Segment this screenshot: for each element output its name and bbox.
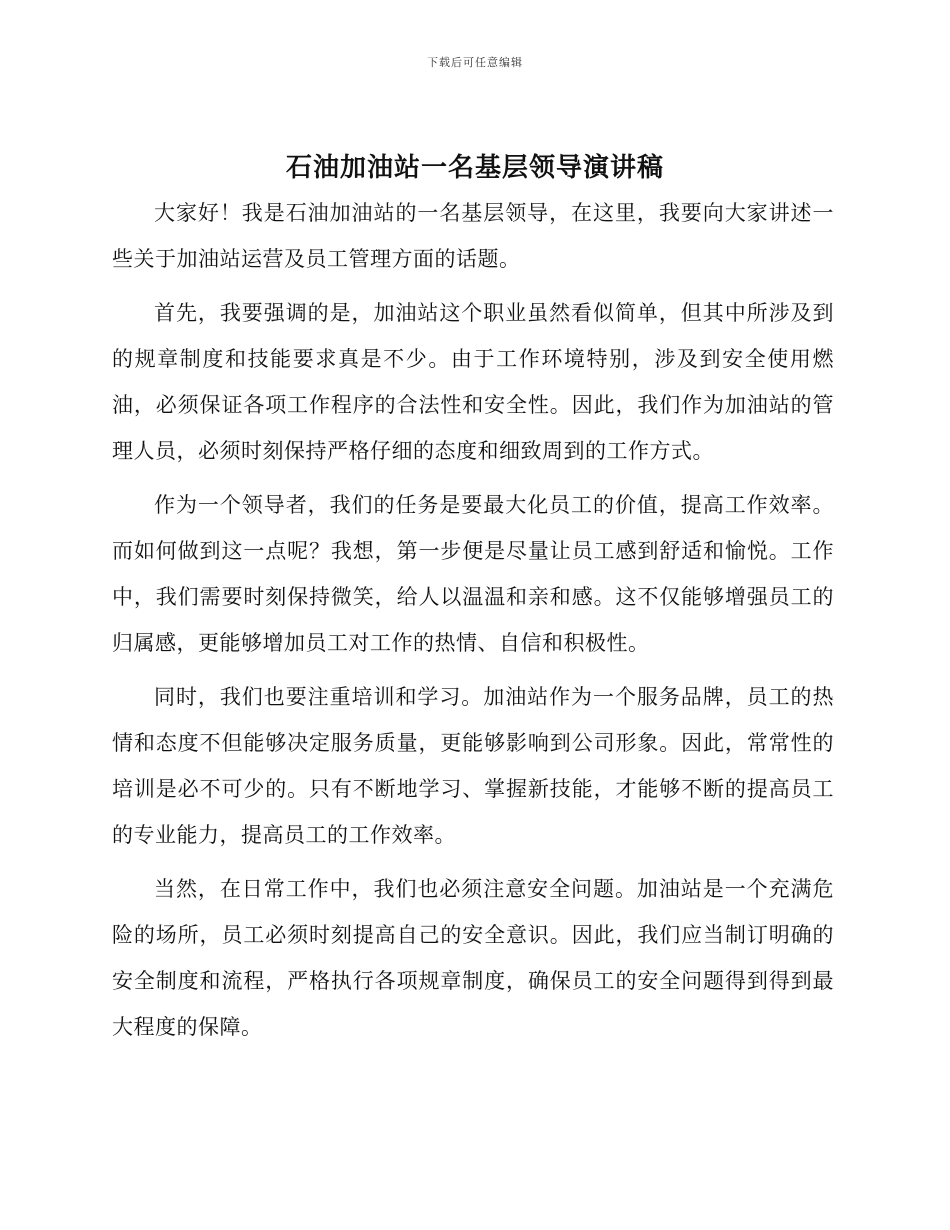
- paragraph-4: 同时，我们也要注重培训和学习。加油站作为一个服务品牌，员工的热情和态度不但能够决定服务质量，更能够影响到公司形象。因此，常常性的培训是必不可少的。只有不断地学习、掌握新技能，才能够不断的提高员工的专业能力，提高员工的工作效率。: [112, 685, 834, 847]
- header-note: 下载后可任意编辑: [427, 56, 523, 69]
- paragraph-3: 作为一个领导者，我们的任务是要最大化员工的价值，提高工作效率。而如何做到这一点呢？我想，第一步便是尽量让员工感到舒适和愉悦。工作中，我们需要时刻保持微笑，给人以温温和亲和感。这不仅能够增强员工的归属感，更能够增加员工对工作的热情、自信和积极性。: [112, 493, 834, 655]
- paragraph-2: 首先，我要强调的是，加油站这个职业虽然看似简单，但其中所涉及到的规章制度和技能要求真是不少。由于工作环境特别，涉及到安全使用燃油，必须保证各项工作程序的合法性和安全性。因此，我们作为加油站的管理人员，必须时刻保持严格仔细的态度和细致周到的工作方式。: [112, 301, 834, 463]
- paragraph-1: 大家好！我是石油加油站的一名基层领导，在这里，我要向大家讲述一些关于加油站运营及员工管理方面的话题。: [112, 201, 834, 271]
- paragraph-5: 当然，在日常工作中，我们也必须注意安全问题。加油站是一个充满危险的场所，员工必须时刻提高自己的安全意识。因此，我们应当制订明确的安全制度和流程，严格执行各项规章制度，确保员工的安全问题得到得到最大程度的保障。: [112, 877, 834, 1039]
- document-body: [112, 190, 834, 1058]
- document-title: 石油加油站一名基层领导演讲稿: [285, 153, 664, 183]
